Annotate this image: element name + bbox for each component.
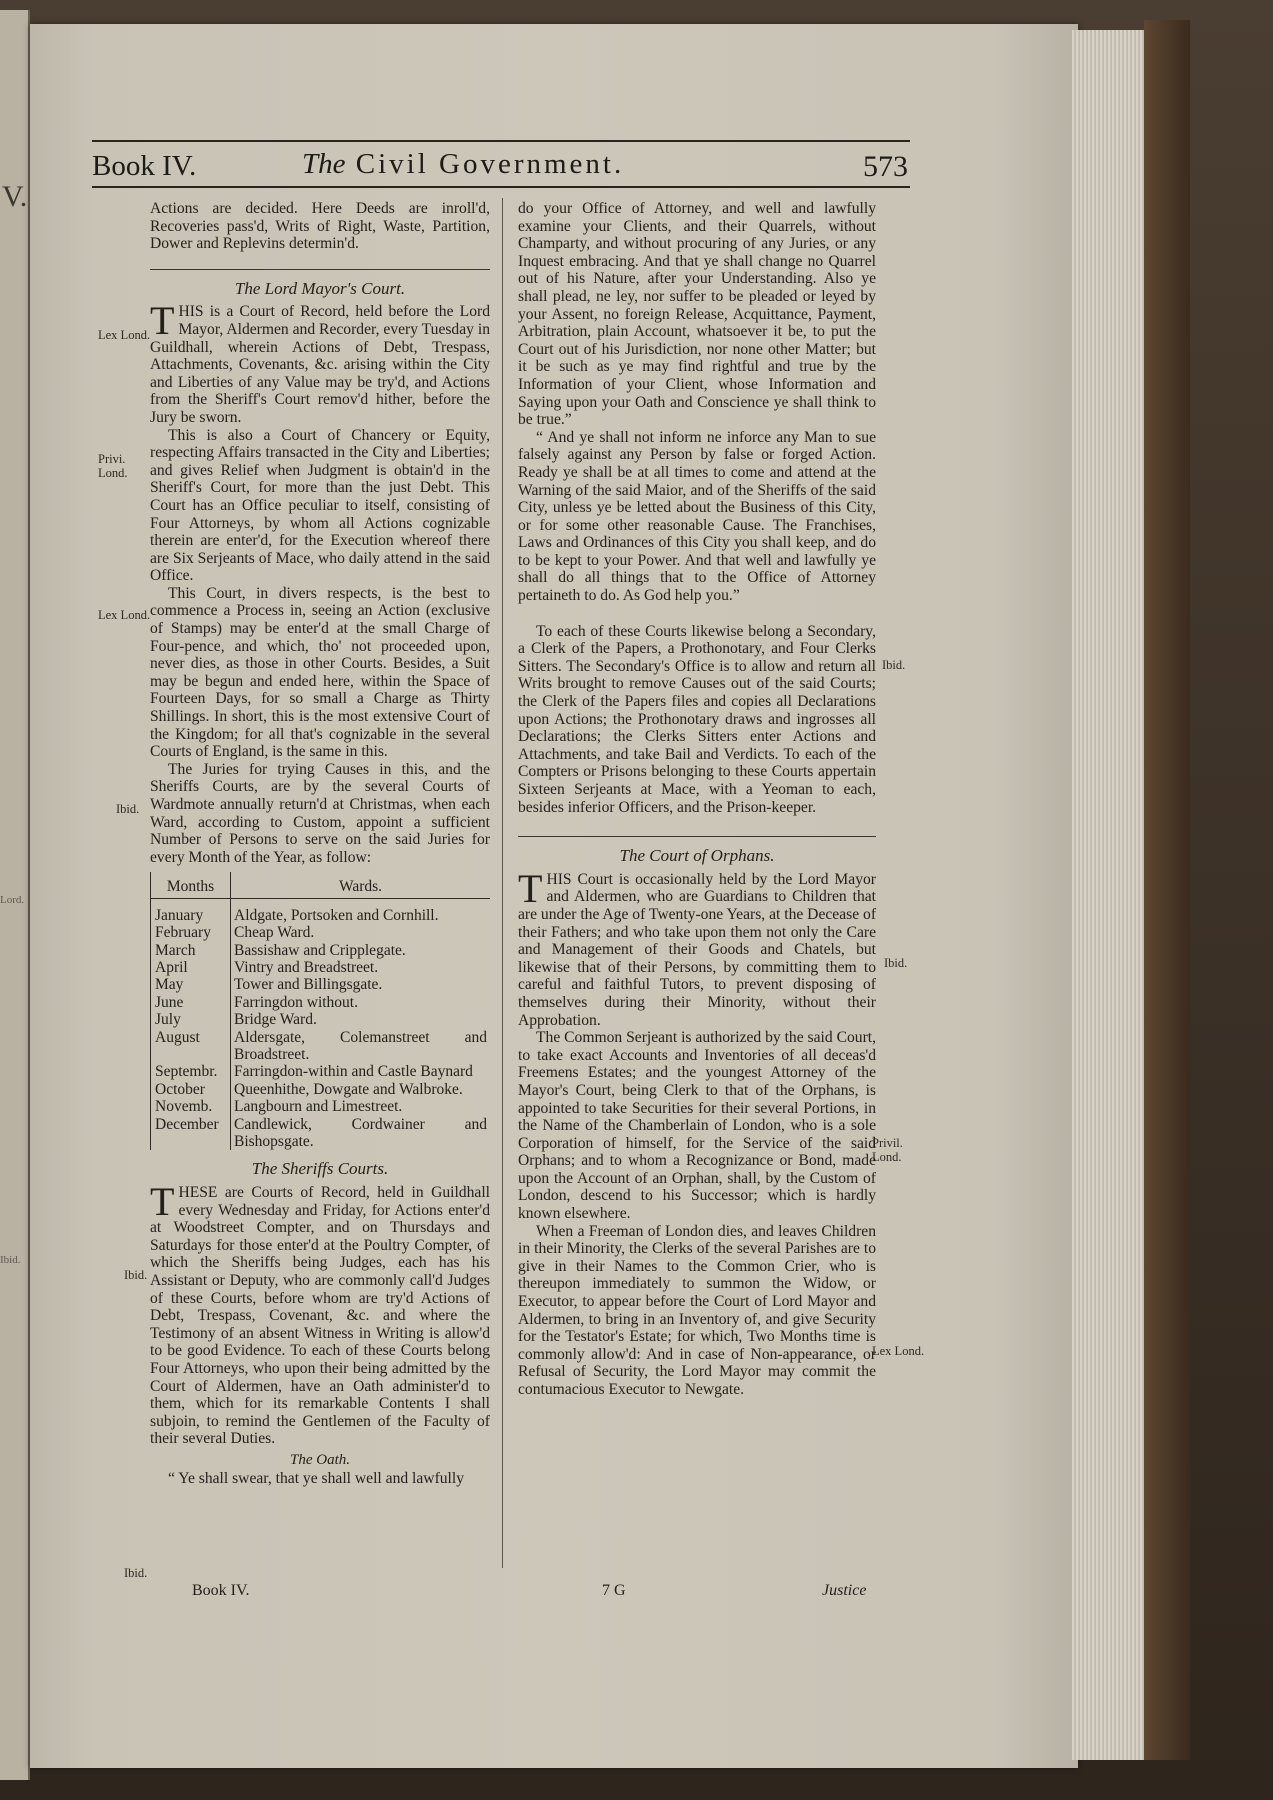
table-row [151,942,491,959]
section-heading-sheriffs-courts: The Sheriffs Courts. [251,1159,389,1179]
month-cell: January [151,898,231,924]
footer-book-label: Book IV. [192,1582,250,1599]
month-cell: March [151,942,231,959]
month-cell: May [151,976,231,993]
running-title [302,148,624,181]
drop-cap: T [150,298,175,344]
facing-page-header-fragment: V. [2,180,28,213]
margin-note: Ibid. [884,956,908,970]
table-row [151,994,491,1011]
oath-paragraph: “ And ye shall not inform ne inforce any Man to sue falsely against any Person by false or forged Action. Ready ye shall be at all times to come and attend at the Warning of the said Maior, and of the Sheriffs of the said City, unless ye be letted about the Business of this City, or for some other reasonable Cause. The Franchises, Laws and Ordinances of this City you shall keep, and do to be kept to your Power. And that well and lawfully ye shall do all things that to the Office of Attorney pertaineth to do. As God help you.” [518,428,876,605]
paragraph-text: HIS is a Court of Record, held before the Lord Mayor, Aldermen and Recorder, every Tuesday in Guildhall, wherein Actions of Debt, Trespass, Attachments, Covenants, &c. arising within the City and Liberties of any Value may be try'd, and Actions from the Sheriff's Court remov'd hither, before the Jury be sworn. [150,303,490,426]
page-number: 573 [863,150,908,183]
drop-cap: T [518,865,543,911]
month-cell: December [151,1116,231,1151]
facing-page-margin-fragment: Ibid. [0,1254,21,1266]
table-header-wards: Wards. [231,872,491,898]
margin-note: Ibid. [124,1566,148,1580]
oath-opening-line: “ Ye shall swear, that ye shall well and lawfully [168,1469,465,1487]
wards-cell: Vintry and Breadstreet. [234,959,379,976]
header-rule-top [92,140,910,142]
wards-cell: Farringdon-within and Castle Baynard [234,1063,473,1081]
wards-cell: Aldersgate, Colemanstreet and Broadstreet. [234,1028,487,1064]
running-header [92,146,908,186]
month-cell: February [151,924,231,941]
month-cell: October [151,1081,231,1098]
month-cell: June [151,994,231,1011]
wards-cell: Bassishaw and Cripplegate. [234,941,406,959]
section-heading-lord-mayors-court: The Lord Mayor's Court. [234,278,406,298]
book-label: Book IV. [92,150,197,182]
table-row [151,898,491,924]
section-heading-court-of-orphans: The Court of Orphans. [619,846,775,866]
table-row [151,976,491,993]
paragraph: This Court, in divers respects, is the best to commence a Process in, seeing an Action (exclusive of Stamps) may be enter'd at the small Charge of Four-pence, and which, tho' not proceeded upon, never dies, as those in other Courts. Besides, a Suit may be begun and ended here, within the Space of Fourteen Days, for so small a Charge as Thirty Shillings. In short, this is the most extensive Court of the Kingdom; for all that's cognizable in the several Courts of England, is the same in this. [150,584,490,761]
table-row [151,1081,491,1098]
paragraph [518,865,877,1029]
table-row [151,1029,491,1064]
paragraph [150,1179,490,1448]
signature-mark: 7 G [602,1582,626,1599]
month-cell: Septembr. [151,1063,231,1080]
paragraph: This is also a Court of Chancery or Equity, respecting Affairs transacted in the City and Liberties; and gives Relief when Judgment is obtain'd in the Sheriff's Court, for more than the just Debt. This Court has an Office peculiar to itself, consisting of Four Attorneys, by whom all Actions cognizable therein are enter'd, for the Execution whereof there are Six Serjeants of Mace, who daily attend in the said Office. [150,426,490,585]
wards-cell: Tower and Billingsgate. [234,976,383,994]
month-cell: August [151,1029,231,1064]
margin-note: Lex Lond. [98,608,151,622]
title-article: The [302,148,346,180]
table-row [151,959,491,976]
oath-heading: The Oath. [290,1451,350,1468]
table-row [151,1063,491,1080]
right-column [518,200,876,1399]
month-cell: April [151,959,231,976]
jury-months-table [150,872,490,1150]
paragraph: To each of these Courts likewise belong a Secondary, a Clerk of the Papers, a Prothonotary, and Four Clerks Sitters. The Secondary's Office is to allow and return all Writs brought to remove Causes out of the said Courts; the Clerk of the Papers files and copies all Declarations upon Actions; the Prothonotary draws and ingrosses all Declarations; the Clerks Sitters enter Actions and Attachments, and take Bail and Verdicts. To each of the Compters or Prisons belonging to these Courts appertain Sixteen Serjeants at Mace, with a Yeoman to each, besides inferior Officers, and the Prison-keeper. [518,622,876,816]
margin-note: Lex Lond. [98,328,151,342]
header-rule-bottom [92,186,910,188]
wards-cell: Candlewick, Cordwainer and Bishopsgate. [234,1115,487,1151]
facing-page-edge [0,10,30,1780]
table-row [151,924,491,941]
table-row [151,1011,491,1028]
table-row [151,1098,491,1115]
section-rule [150,269,490,270]
month-cell: Novemb. [151,1098,231,1115]
wards-cell: Farringdon without. [234,993,358,1011]
column-divider [502,198,503,1568]
oath-continuation: do your Office of Attorney, and well and lawfully examine your Clients, and their Quarrels, without Champarty, and without procuring of any Juries, or any Inquest embracing. And that ye shall change no Quarrel out of his Nature, after your Understanding. Also ye shall plead, ne ley, nor suffer to be pleaded or leyed by your Assent, no foreign Release, Acquittance, Payment, Arbitration, plain Account, whatsoever it be, to put the Court out of his Jurisdiction, nor none other Matter; but it be such as ye may find rightful and true by the Information of your Client, whose Information and Saying upon your Oath and Conscience ye shall think to be true.” [518,200,876,429]
title-text: Civil Government. [355,148,625,180]
paragraph-text: HESE are Courts of Record, held in Guildhall every Wednesday and Friday, for Actions enter'd at Woodstreet Compter, and on Thursdays and Saturdays for those enter'd at the Poultry Compter, of which the Sheriffs being Judges, each has his Assistant or Deputy, who are commonly call'd Judges of these Courts, before whom are try'd Actions of Debt, Trespass, Covenant, &c. and where the Testimony of an absent Witness in Writing is allow'd to be good Evidence. To each of these Courts belong Four Attorneys, who upon their being admitted by the Court of Aldermen, have an Oath administer'd to them, which for its remarkable Contents I shall subjoin, to remind the Gentlemen of the Faculty of their several Duties. [150,1184,490,1448]
section-rule [518,836,876,837]
book-cover [1144,20,1190,1760]
margin-note: Privi. Lond. [98,452,128,480]
margin-note: Ibid. [124,1268,148,1282]
catchword: Justice [822,1582,867,1599]
left-column [150,200,490,1487]
paragraph: When a Freeman of London dies, and leaves Children in their Minority, the Clerks of the several Parishes are to give in their Names to the Common Crier, who is thereupon immediately to summon the Widow, or Executor, to appear before the Court of Lord Mayor and Aldermen, to bring in an Inventory of, and give Security for the Testator's Estate; for which, Two Months time is commonly allow'd: And in case of Non-appearance, or Refusal of Security, the Lord Mayor may commit the contumacious Executor to Newgate. [518,1222,876,1398]
intro-paragraph: Actions are decided. Here Deeds are inroll'd, Recoveries pass'd, Writs of Right, Waste, Partition, Dower and Replevins determin'd. [150,200,490,253]
paragraph-text: HIS Court is occasionally held by the Lord Mayor and Aldermen, who are Guardians to Children that are under the Age of Twenty-one Years, at the Decease of their Fathers; and who take upon them not only the Care and Management of their Goods and Chatels, but likewise that of their Persons, by committing them to careful and faithful Tutors, to prevent disposing of themselves during their Minority, without their Approbation. [518,870,877,1029]
table-header-months: Months [151,872,231,898]
wards-cell: Bridge Ward. [234,1011,317,1029]
paragraph: The Common Serjeant is authorized by the said Court, to take exact Accounts and Inventories of all deceas'd Freemens Estates; and the youngest Attorney of the Mayor's Court, being Clerk to that of the Orphans, is appointed to take Securities for their several Portions, in the Name of the Chamberlain of London, who is a sole Corporation of himself, for the Service of the said Orphans; and to whom a Recognizance or Bond, made upon the Account of an Orphan, shall, by the Custom of London, descend to his Successor; which is hardly known elsewhere. [518,1029,876,1223]
margin-note: Ibid. [116,802,140,816]
margin-note: Ibid. [882,658,906,672]
facing-page-margin-fragment: Lord. [0,894,25,906]
paragraph [150,298,490,426]
margin-note: Lex Lond. [872,1344,925,1358]
wards-cell: Aldgate, Portsoken and Cornhill. [234,906,439,924]
wards-cell: Queenhithe, Dowgate and Walbroke. [234,1080,463,1098]
drop-cap: T [150,1179,175,1225]
month-cell: July [151,1011,231,1028]
wards-cell: Langbourn and Limestreet. [234,1098,403,1116]
table-row [151,1116,491,1151]
page-edges [1072,30,1147,1760]
margin-note: Privil. Lond. [872,1136,903,1164]
paragraph: The Juries for trying Causes in this, and the Sheriffs Courts, are by the several Courts of Wardmote annually return'd at Christmas, when each Ward, according to Custom, appoint a sufficient Number of Persons to serve on the said Juries for every Month of the Year, as follow: [150,760,490,866]
wards-cell: Cheap Ward. [234,924,315,942]
